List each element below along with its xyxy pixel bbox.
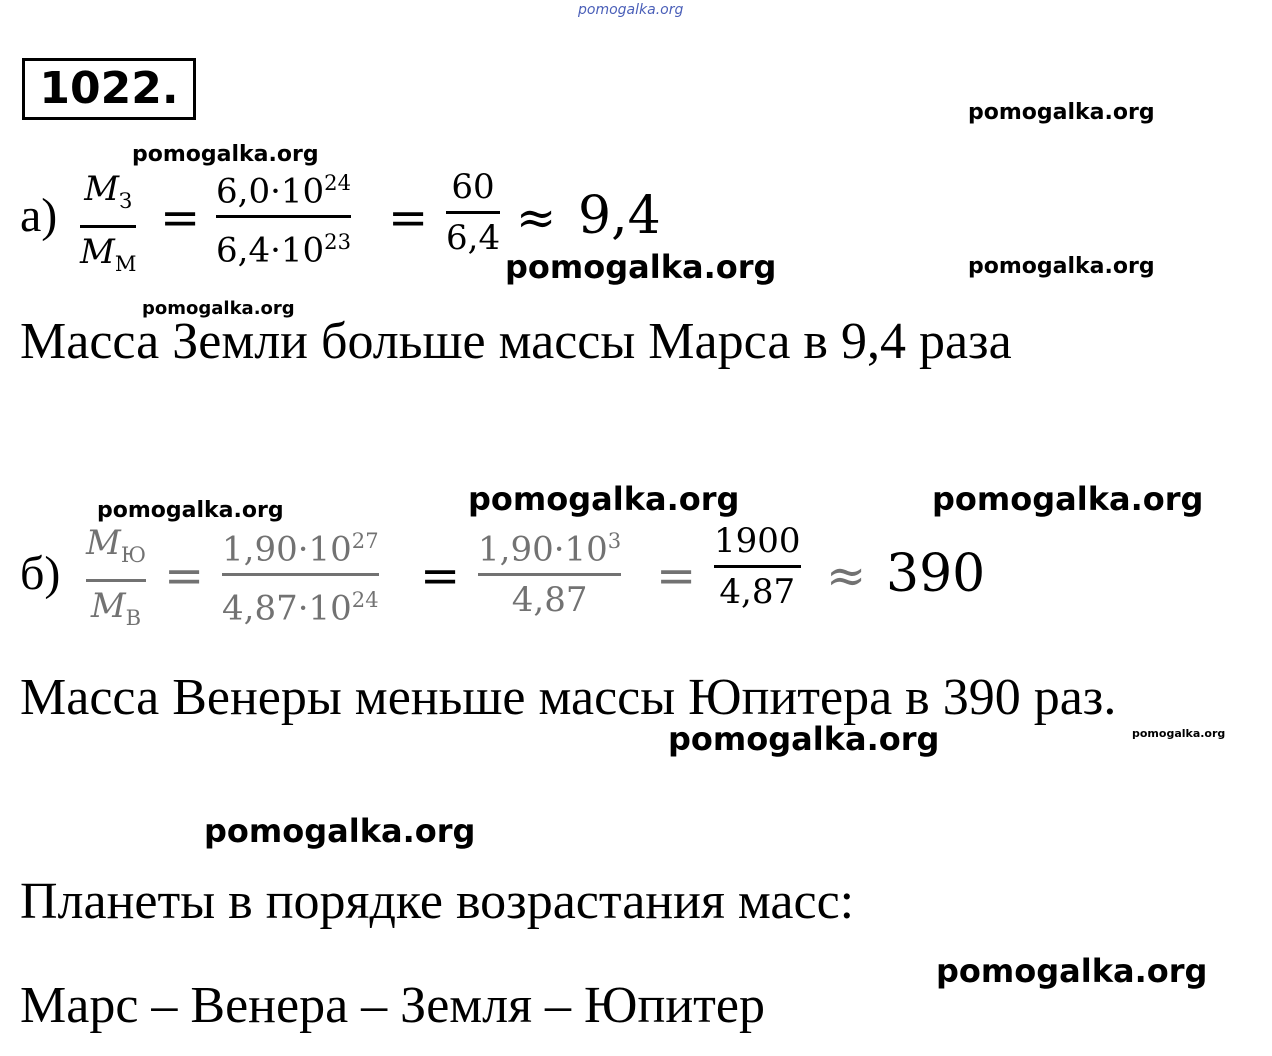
subscript: М bbox=[114, 250, 137, 276]
denominator: 6,4 bbox=[446, 218, 501, 258]
equals-sign: = bbox=[388, 190, 429, 246]
part-a-label: а) bbox=[20, 189, 58, 242]
equals-sign: = bbox=[656, 548, 697, 604]
fraction-bar bbox=[446, 211, 500, 214]
numerator: 1,90·10 bbox=[222, 529, 352, 570]
part-b-sentence: Масса Венеры меньше массы Юпитера в 390 раз. bbox=[20, 669, 1117, 726]
watermark: pomogalka.org bbox=[132, 142, 319, 167]
watermark-top: pomogalka.org bbox=[578, 2, 684, 18]
fraction-bar bbox=[216, 215, 351, 218]
conclusion-heading: Планеты в порядке возрастания масс: bbox=[20, 873, 855, 930]
fraction-bar bbox=[86, 579, 146, 582]
part-b-fraction-2 bbox=[222, 520, 379, 630]
numerator: 1900 bbox=[714, 521, 801, 561]
denominator: 4,87·10 bbox=[222, 588, 352, 629]
mass-symbol: M bbox=[80, 231, 115, 272]
exponent: 27 bbox=[351, 528, 379, 553]
numerator: 1,90·10 bbox=[478, 529, 608, 570]
watermark: pomogalka.org bbox=[1132, 727, 1226, 740]
part-b-fraction-3 bbox=[478, 520, 621, 621]
mass-symbol: M bbox=[84, 169, 120, 209]
watermark: pomogalka.org bbox=[932, 480, 1204, 518]
exponent: 3 bbox=[607, 528, 622, 553]
part-a-fraction-2 bbox=[216, 162, 351, 272]
subscript: З bbox=[119, 187, 133, 213]
watermark: pomogalka.org bbox=[204, 812, 476, 850]
part-b-fraction-4 bbox=[714, 520, 801, 613]
numerator: 6,0·10 bbox=[216, 171, 325, 212]
subscript: В bbox=[125, 604, 142, 630]
watermark: pomogalka.org bbox=[142, 298, 295, 319]
watermark: pomogalka.org bbox=[468, 480, 740, 518]
denominator: 6,4·10 bbox=[216, 230, 325, 271]
approx-sign: ≈ bbox=[826, 548, 867, 604]
problem-number: 1022. bbox=[22, 58, 196, 120]
equals-sign: = bbox=[160, 190, 201, 246]
watermark: pomogalka.org bbox=[97, 498, 284, 523]
planet-order: Марс – Венера – Земля – Юпитер bbox=[20, 977, 765, 1034]
part-b-fraction-1 bbox=[86, 522, 146, 639]
watermark: pomogalka.org bbox=[968, 254, 1155, 279]
watermark: pomogalka.org bbox=[668, 720, 940, 758]
exponent: 24 bbox=[351, 587, 379, 613]
equals-sign: = bbox=[420, 548, 461, 604]
mass-symbol: M bbox=[90, 585, 126, 626]
denominator: 4,87 bbox=[511, 580, 588, 621]
approx-sign: ≈ bbox=[516, 190, 557, 246]
subscript: Ю bbox=[120, 541, 146, 567]
part-a-fraction-1 bbox=[80, 168, 136, 285]
part-b-result: 390 bbox=[886, 544, 986, 604]
denominator: 4,87 bbox=[719, 572, 796, 612]
part-a-sentence: Масса Земли больше массы Марса в 9,4 раза bbox=[20, 313, 1012, 370]
exponent: 24 bbox=[324, 170, 351, 195]
fraction-bar bbox=[714, 565, 801, 568]
part-b-label: б) bbox=[20, 547, 61, 600]
part-a-fraction-3 bbox=[446, 166, 500, 259]
watermark: pomogalka.org bbox=[505, 248, 777, 286]
fraction-bar bbox=[222, 573, 379, 576]
fraction-bar bbox=[80, 225, 136, 228]
exponent: 23 bbox=[324, 229, 351, 255]
equals-sign: = bbox=[164, 548, 205, 604]
fraction-bar bbox=[478, 573, 621, 576]
watermark: pomogalka.org bbox=[936, 952, 1208, 990]
mass-symbol: M bbox=[86, 523, 121, 563]
part-a-result: 9,4 bbox=[578, 186, 661, 246]
numerator: 60 bbox=[451, 167, 495, 207]
watermark: pomogalka.org bbox=[968, 100, 1155, 125]
